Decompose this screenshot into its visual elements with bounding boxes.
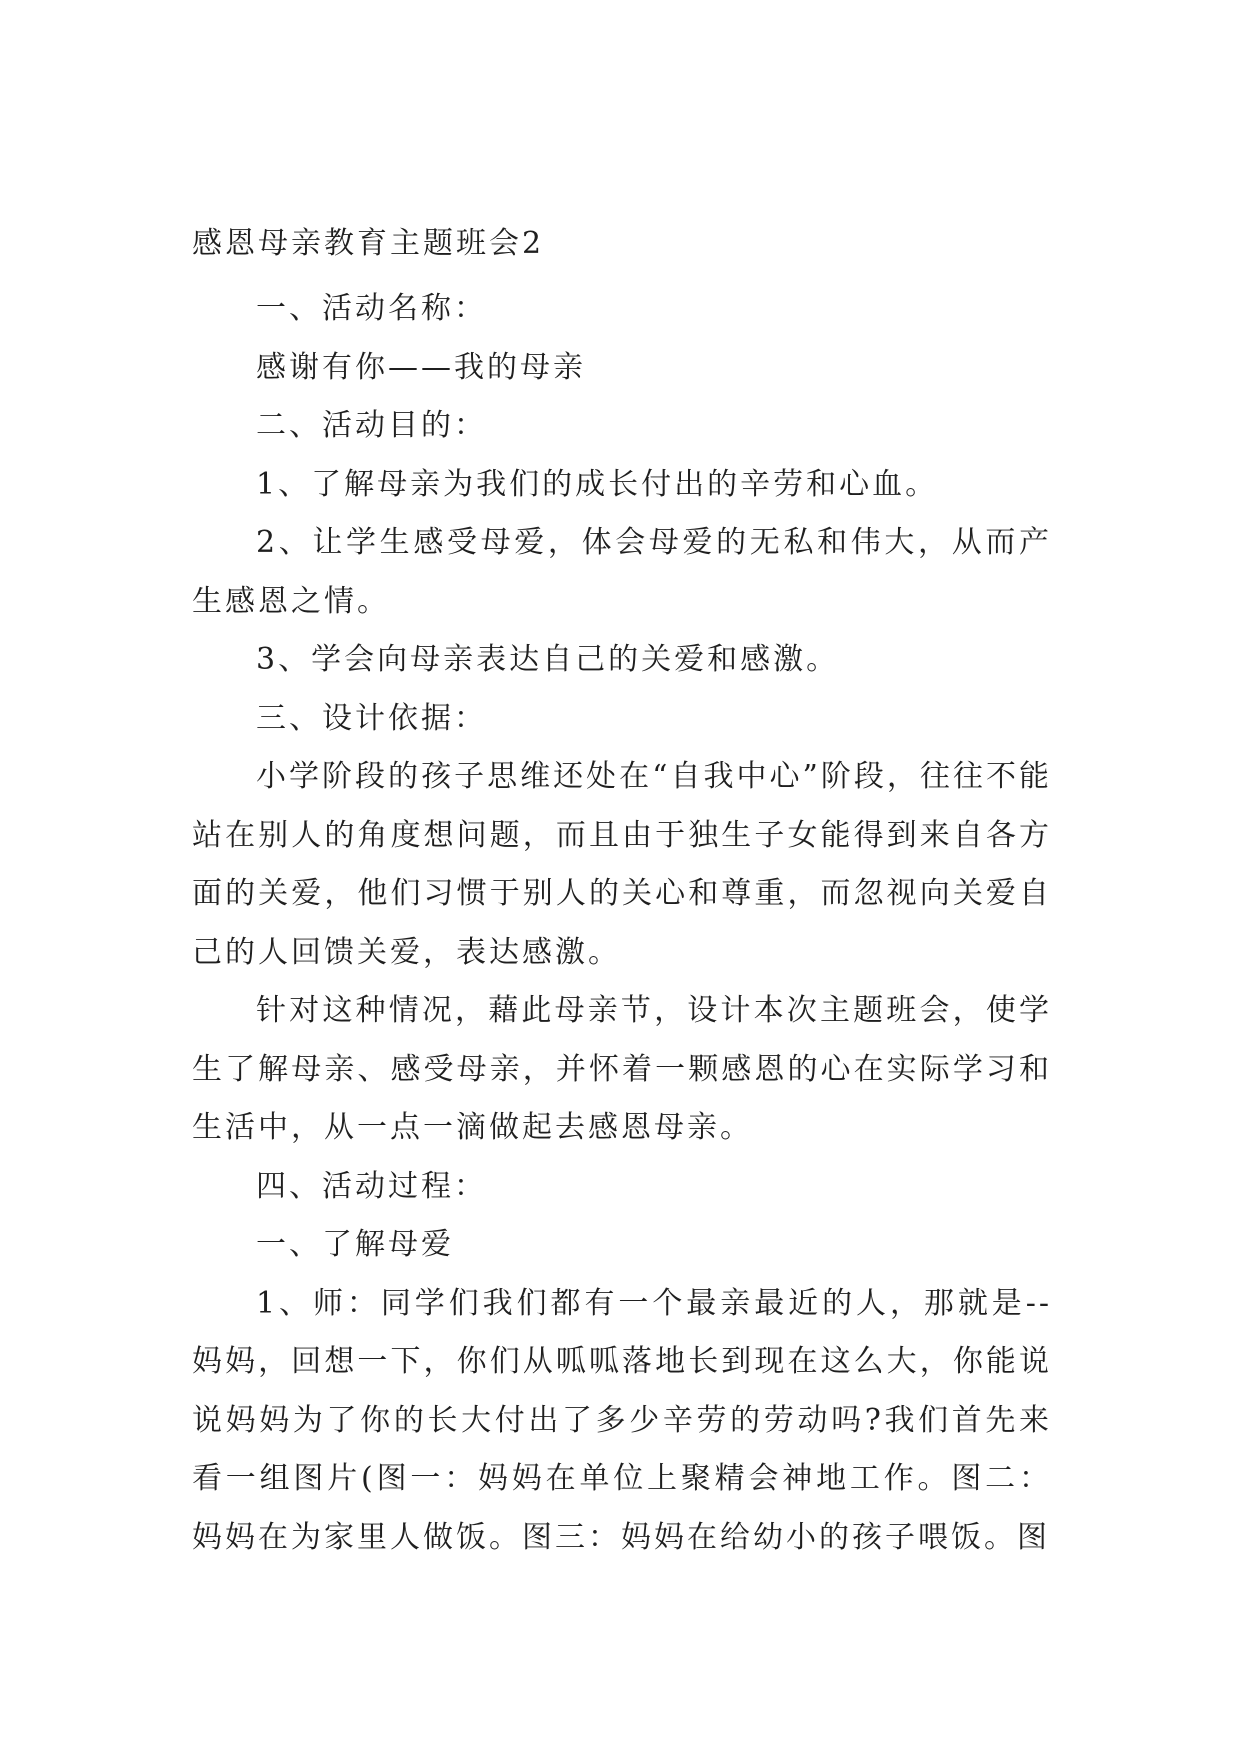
section-heading-design-basis: 三、设计依据： [256,700,487,736]
document-body [192,280,1052,1567]
section-heading-activity-name: 一、活动名称： [256,291,487,326]
activity-name-text: 感谢有你——我的母亲 [256,349,586,385]
design-basis-paragraph-1: 小学阶段的孩子思维还处在“自我中心”阶段，往往不能站在别人的角度想问题，而且由于独生子女能得到来自各方面的关爱，他们习惯于别人的关心和尊重，而忽视向关爱自己的人回馈关爱，表达感激。 [192,759,1052,970]
purpose-item-3: 3、学会向母亲表达自己的关爱和感激。 [256,642,840,677]
section-heading-activity-purpose: 二、活动目的： [256,408,487,443]
purpose-item-1: 1、了解母亲为我们的成长付出的辛劳和心血。 [256,466,939,502]
purpose-item-2: 2、让学生感受母爱，体会母爱的无私和伟大，从而产生感恩之情。 [192,525,1052,619]
subsection-heading-understand-mother-love: 一、了解母爱 [256,1227,454,1262]
process-item-1: 1、师：同学们我们都有一个最亲最近的人，那就是--妈妈，回想一下，你们从呱呱落地长到现在这么大，你能说说妈妈为了你的长大付出了多少辛劳的劳动吗?我们首先来看一组图片(图一：妈妈在单位上聚精会神地工作。图二：妈妈在为家里人做饭。图三：妈妈在给幼小的孩子喂饭。图 [192,1285,1052,1555]
design-basis-paragraph-2: 针对这种情况，藉此母亲节，设计本次主题班会，使学生了解母亲、感受母亲，并怀着一颗感恩的心在实际学习和生活中，从一点一滴做起去感恩母亲。 [192,993,1052,1145]
section-heading-activity-process: 四、活动过程： [256,1168,487,1204]
document-title: 感恩母亲教育主题班会2 [192,226,545,261]
